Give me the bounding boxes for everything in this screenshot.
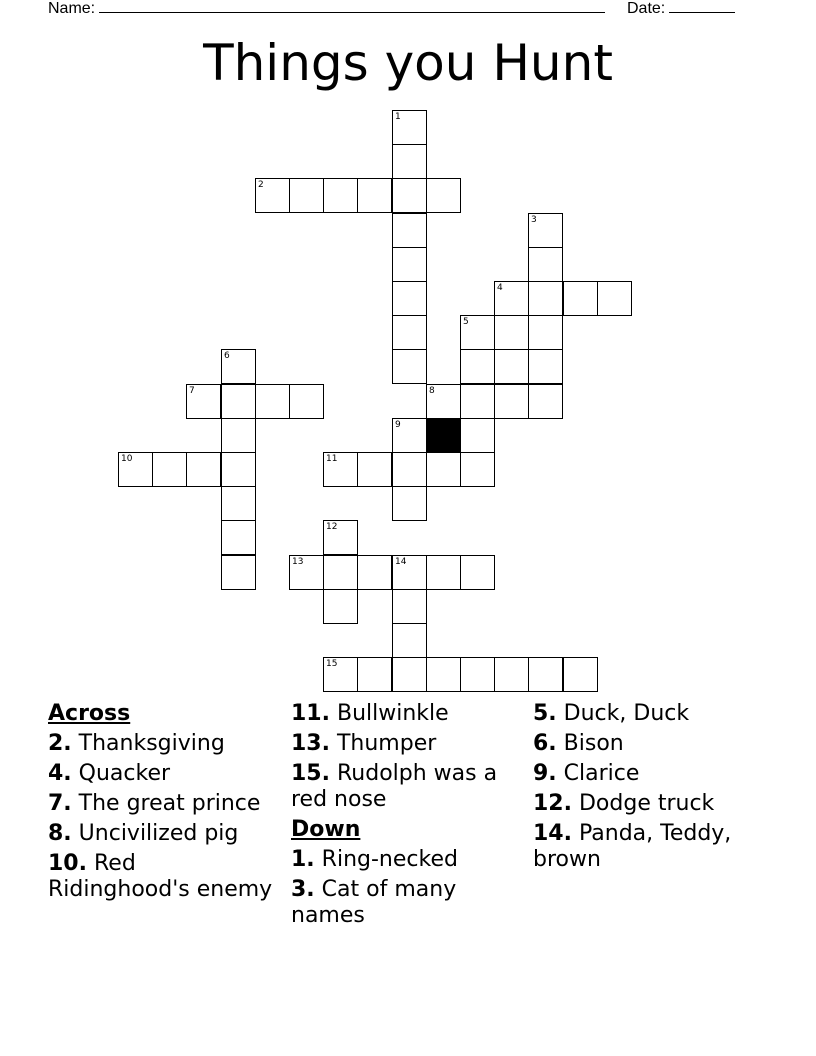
clue-text: Red Ridinghood's enemy [48,851,273,902]
crossword-cell[interactable] [392,213,427,248]
crossword-cell[interactable] [528,315,563,350]
crossword-cell[interactable] [426,384,461,419]
cell-number: 1 [395,112,401,122]
cell-number: 6 [224,351,230,361]
crossword-cell[interactable] [460,657,495,692]
crossword-cell[interactable] [426,555,461,590]
clue-down-6 [533,731,763,757]
crossword-cell[interactable] [426,178,461,213]
crossword-cell[interactable] [357,555,392,590]
crossword-cell[interactable] [460,555,495,590]
clue-number: 15. [291,761,330,786]
crossword-cell[interactable] [392,281,427,316]
crossword-cell[interactable] [426,452,461,487]
crossword-cell[interactable] [357,178,392,213]
crossword-cell[interactable] [460,384,495,419]
clue-text: The great prince [78,791,261,816]
crossword-cell[interactable] [528,657,563,692]
clue-down-9 [533,761,763,787]
crossword-cell[interactable] [392,623,427,658]
crossword-cell[interactable] [460,452,495,487]
crossword-cell[interactable] [392,589,427,624]
crossword-cell[interactable] [392,555,427,590]
cell-number: 11 [326,454,338,464]
clue-column-2 [291,701,519,933]
crossword-cell[interactable] [289,178,324,213]
cell-number: 14 [395,557,407,567]
crossword-cell[interactable] [118,452,153,487]
clue-text: Uncivilized pig [78,821,239,846]
crossword-cell[interactable] [528,281,563,316]
crossword-cell[interactable] [289,384,324,419]
clue-column-3 [533,701,763,877]
clue-down-3 [291,877,519,929]
clue-text: Panda, Teddy, brown [533,821,732,872]
crossword-cell[interactable] [392,486,427,521]
clue-across-7 [48,791,283,817]
clue-across-15 [291,761,519,813]
crossword-cell[interactable] [460,315,495,350]
clue-text: Rudolph was a red nose [291,761,498,812]
crossword-cell[interactable] [563,281,598,316]
name-label: Name: [48,0,96,17]
crossword-cell[interactable] [528,349,563,384]
clue-text: Ring-necked [321,847,458,872]
crossword-cell[interactable] [152,452,187,487]
crossword-cell[interactable] [597,281,632,316]
cell-number: 7 [189,386,195,396]
crossword-cell[interactable] [392,349,427,384]
crossword-cell[interactable] [494,349,529,384]
clue-number: 3. [291,877,315,902]
crossword-cell[interactable] [221,555,256,590]
clue-down-1 [291,847,519,873]
cell-number: 2 [258,180,264,190]
clue-text: Quacker [78,761,171,786]
cell-number: 15 [326,659,338,669]
clue-number: 14. [533,821,572,846]
clue-number: 12. [533,791,572,816]
clue-column-1 [48,701,283,907]
clue-number: 4. [48,761,72,786]
across-heading: Across [48,701,131,726]
crossword-cell[interactable] [392,144,427,179]
clue-number: 8. [48,821,72,846]
cell-number: 12 [326,522,338,532]
clue-number: 11. [291,701,330,726]
clue-text: Bison [563,731,624,756]
clue-down-14 [533,821,763,873]
puzzle-title: Things you Hunt [203,34,613,92]
crossword-cell[interactable] [221,384,256,419]
clue-across-8 [48,821,283,847]
cell-number: 5 [463,317,469,327]
clue-down-12 [533,791,763,817]
crossword-cell[interactable] [392,418,427,453]
crossword-cell[interactable] [323,555,358,590]
crossword-cell[interactable] [392,315,427,350]
crossword-cell[interactable] [460,349,495,384]
clue-number: 5. [533,701,557,726]
crossword-cell[interactable] [392,452,427,487]
crossword-cell[interactable] [392,110,427,145]
clue-number: 10. [48,851,87,876]
crossword-cell[interactable] [323,520,358,555]
clue-across-2 [48,731,283,757]
clue-text: Dodge truck [578,791,715,816]
crossword-cell[interactable] [528,384,563,419]
crossword-cell[interactable] [323,589,358,624]
crossword-cell[interactable] [186,384,221,419]
crossword-cell[interactable] [221,486,256,521]
crossword-cell[interactable] [221,349,256,384]
clue-text: Thumper [336,731,437,756]
crossword-cell[interactable] [494,384,529,419]
crossword-cell[interactable] [494,315,529,350]
clue-text: Bullwinkle [336,701,449,726]
crossword-cell[interactable] [323,657,358,692]
crossword-cell[interactable] [289,555,324,590]
clue-number: 1. [291,847,315,872]
crossword-cell[interactable] [357,657,392,692]
clue-across-4 [48,761,283,787]
crossword-cell[interactable] [392,178,427,213]
date-label: Date: [627,0,666,17]
clue-text: Thanksgiving [78,731,225,756]
crossword-cell[interactable] [221,418,256,453]
cell-number: 13 [292,557,304,567]
down-heading: Down [291,817,361,842]
crossword-cell[interactable] [494,657,529,692]
crossword-cell[interactable] [528,247,563,282]
crossword-cell[interactable] [323,178,358,213]
crossword-cell[interactable] [392,657,427,692]
crossword-cell[interactable] [186,452,221,487]
clue-across-11 [291,701,519,727]
crossword-cell[interactable] [255,384,290,419]
crossword-cell[interactable] [357,452,392,487]
clue-number: 6. [533,731,557,756]
cell-number: 4 [497,283,503,293]
clue-number: 9. [533,761,557,786]
clue-number: 13. [291,731,330,756]
clue-text: Clarice [563,761,640,786]
cell-number: 10 [121,454,133,464]
cell-number: 3 [531,215,537,225]
cell-number: 9 [395,420,401,430]
crossword-cell[interactable] [255,178,290,213]
crossword-cell[interactable] [221,520,256,555]
black-square [426,418,461,453]
crossword-cell[interactable] [460,418,495,453]
clue-text: Duck, Duck [563,701,690,726]
crossword-cell[interactable] [221,452,256,487]
crossword-cell[interactable] [323,452,358,487]
crossword-cell[interactable] [494,281,529,316]
clue-number: 7. [48,791,72,816]
crossword-cell[interactable] [426,657,461,692]
crossword-cell[interactable] [563,657,598,692]
clue-text: Cat of many names [291,877,457,928]
clue-number: 2. [48,731,72,756]
clue-across-13 [291,731,519,757]
clue-across-10 [48,851,283,903]
cell-number: 8 [429,386,435,396]
crossword-cell[interactable] [528,213,563,248]
crossword-cell[interactable] [392,247,427,282]
clue-down-5 [533,701,763,727]
